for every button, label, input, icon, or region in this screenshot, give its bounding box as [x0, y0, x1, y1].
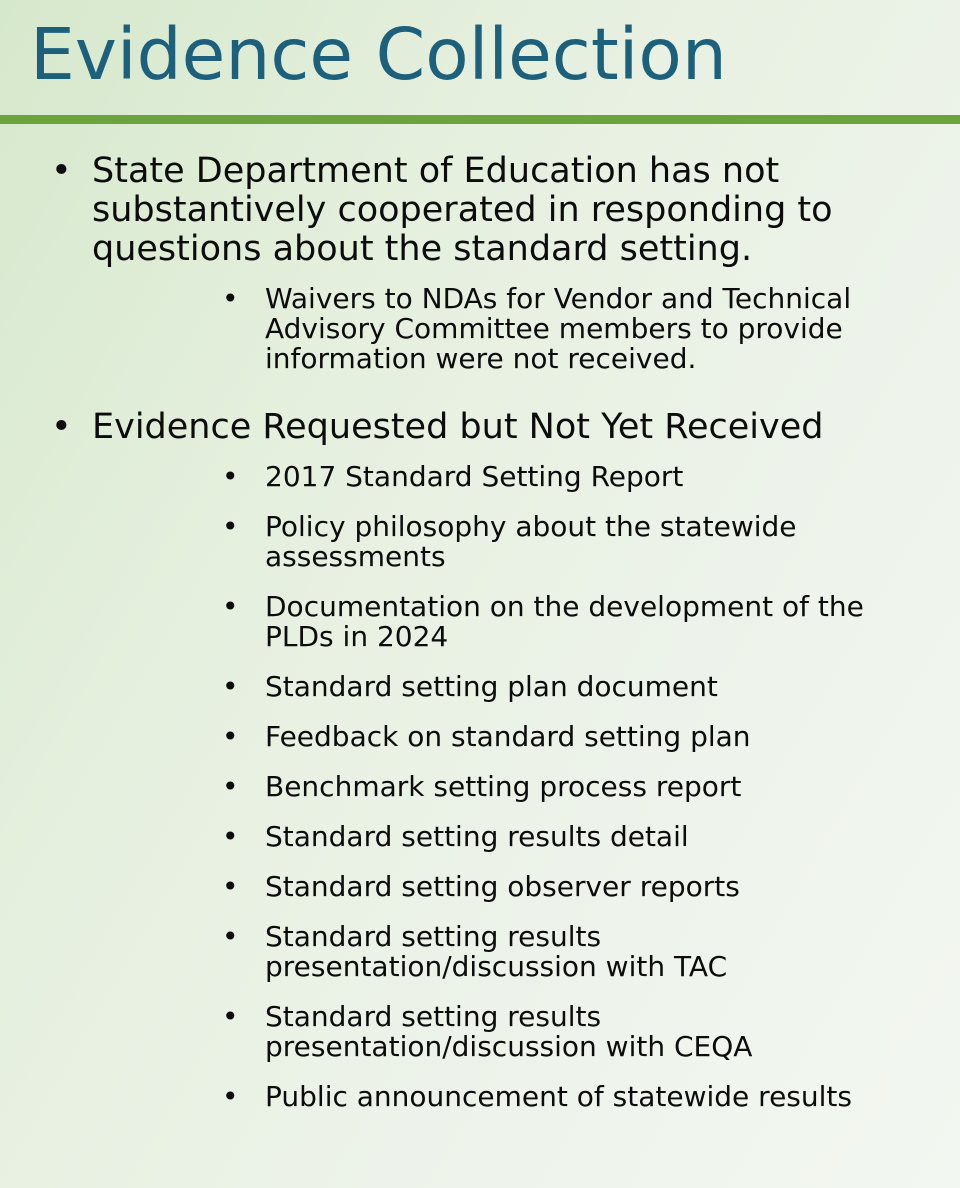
bullet-dot-icon: •: [51, 407, 72, 447]
sub-bullet-item: [92, 922, 920, 982]
sub-bullet-item: [92, 722, 920, 752]
sub-bullet-text: Waivers to NDAs for Vendor and Technical Advisory Committee members to provide information were not received.: [265, 282, 852, 375]
bullet-dot-icon: •: [222, 670, 239, 703]
bullet-dot-icon: •: [222, 770, 239, 803]
bullet-item: [0, 408, 960, 1112]
bullet-dot-icon: •: [222, 1000, 239, 1033]
bullet-dot-icon: •: [222, 282, 239, 315]
sub-bullet-text: Benchmark setting process report: [265, 770, 742, 803]
bullet-item: [0, 152, 960, 374]
sub-bullet-text: Standard setting observer reports: [265, 870, 740, 903]
sub-bullet-item: [92, 822, 920, 852]
bullet-dot-icon: •: [222, 460, 239, 493]
sub-bullet-item: [92, 772, 920, 802]
sub-bullet-item: [92, 462, 920, 492]
bullet-dot-icon: •: [222, 510, 239, 543]
bullet-list: [0, 152, 960, 1112]
bullet-dot-icon: •: [222, 920, 239, 953]
bullet-dot-icon: •: [51, 151, 72, 191]
sub-bullet-text: Policy philosophy about the statewide assessments: [265, 510, 797, 573]
sub-bullet-text: Standard setting plan document: [265, 670, 718, 703]
slide-title: Evidence Collection: [30, 13, 727, 96]
sub-bullet-text: Public announcement of statewide results: [265, 1080, 852, 1113]
sub-bullet-item: [92, 512, 920, 572]
sub-bullet-text: Standard setting results detail: [265, 820, 689, 853]
bullet-dot-icon: •: [222, 720, 239, 753]
sub-bullet-item: [92, 284, 920, 374]
sub-bullet-text: Documentation on the development of the PLDs in 2024: [265, 590, 864, 653]
sub-bullet-text: Standard setting results presentation/discussion with TAC: [265, 920, 728, 983]
bullet-text: Evidence Requested but Not Yet Received: [92, 407, 824, 447]
sub-bullet-text: 2017 Standard Setting Report: [265, 460, 684, 493]
bullet-dot-icon: •: [222, 820, 239, 853]
bullet-dot-icon: •: [222, 1080, 239, 1113]
bullet-dot-icon: •: [222, 590, 239, 623]
sub-bullet-item: [92, 1082, 920, 1112]
sub-bullet-list: [92, 284, 920, 374]
sub-bullet-list: [92, 462, 920, 1112]
bullet-dot-icon: •: [222, 870, 239, 903]
sub-bullet-text: Standard setting results presentation/discussion with CEQA: [265, 1000, 753, 1063]
slide-body: [0, 152, 960, 1132]
sub-bullet-item: [92, 592, 920, 652]
sub-bullet-item: [92, 672, 920, 702]
sub-bullet-item: [92, 872, 920, 902]
sub-bullet-text: Feedback on standard setting plan: [265, 720, 751, 753]
title-divider: [0, 115, 960, 124]
sub-bullet-item: [92, 1002, 920, 1062]
bullet-text: State Department of Education has not substantively cooperated in responding to questions about the standard setting.: [92, 151, 833, 269]
